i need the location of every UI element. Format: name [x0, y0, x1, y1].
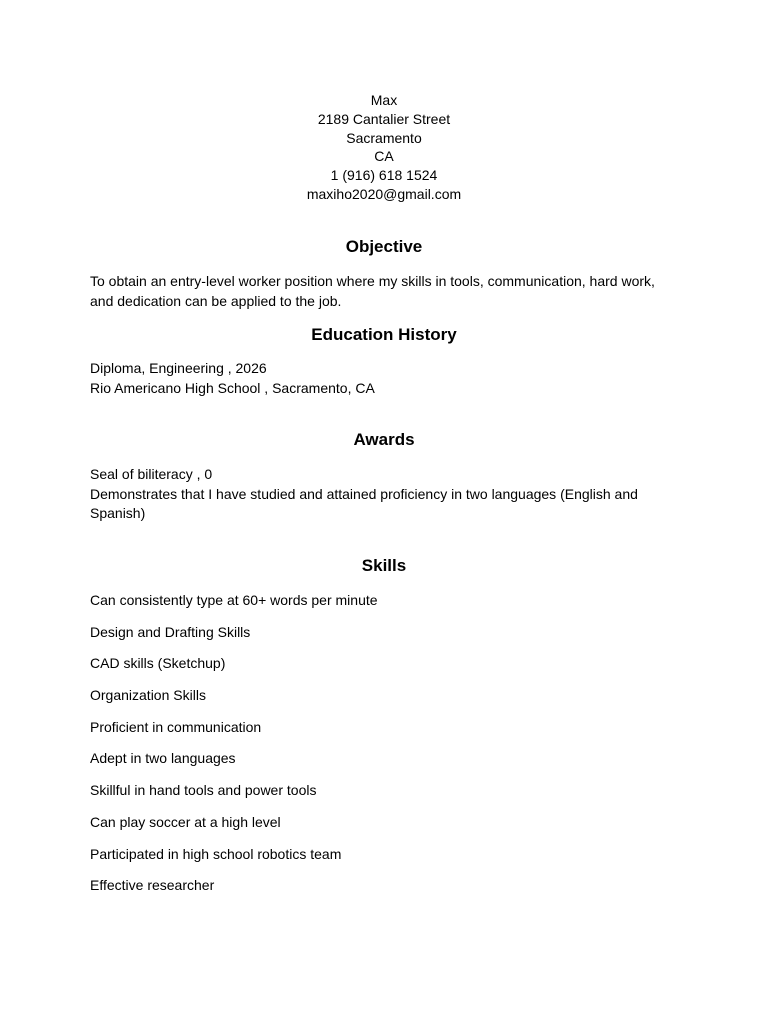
skill-item: Participated in high school robotics team	[90, 845, 342, 862]
contact-name: Max	[370, 92, 398, 108]
skill-item: Skillful in hand tools and power tools	[90, 782, 317, 799]
skill-item: Can consistently type at 60+ words per minute	[90, 592, 378, 608]
skill-item: Design and Drafting Skills	[90, 623, 251, 640]
objective-section	[90, 272, 680, 311]
skill-item: Effective researcher	[90, 877, 215, 894]
skills-list	[90, 590, 680, 907]
skill-item: Proficient in communication	[90, 718, 262, 735]
education-heading: Education History	[311, 325, 457, 344]
objective-heading: Objective	[345, 237, 423, 256]
skills-heading: Skills	[361, 556, 407, 575]
objective-text: To obtain an entry-level worker position where my skills in tools, communication, hard work, and dedication can be applied to the job.	[90, 273, 655, 309]
education-section	[90, 359, 680, 398]
contact-city: Sacramento	[346, 129, 422, 146]
skill-item: Can play soccer at a high level	[90, 813, 281, 830]
award-description: Demonstrates that I have studied and attained proficiency in two languages (English and Spanish)	[90, 485, 638, 521]
contact-street: 2189 Cantalier Street	[317, 110, 451, 127]
education-school: Rio Americano High School , Sacramento, CA	[90, 379, 375, 396]
contact-email: maxiho2020@gmail.com	[306, 185, 462, 202]
skill-item: CAD skills (Sketchup)	[90, 655, 226, 672]
awards-section	[90, 465, 680, 524]
award-title: Seal of biliteracy , 0	[90, 466, 213, 482]
skill-item: Organization Skills	[90, 687, 206, 704]
awards-heading: Awards	[353, 430, 415, 449]
skill-item: Adept in two languages	[90, 750, 236, 767]
contact-phone: 1 (916) 618 1524	[330, 167, 438, 184]
contact-state: CA	[374, 148, 394, 165]
contact-block	[0, 91, 768, 204]
education-degree: Diploma, Engineering , 2026	[90, 360, 267, 376]
